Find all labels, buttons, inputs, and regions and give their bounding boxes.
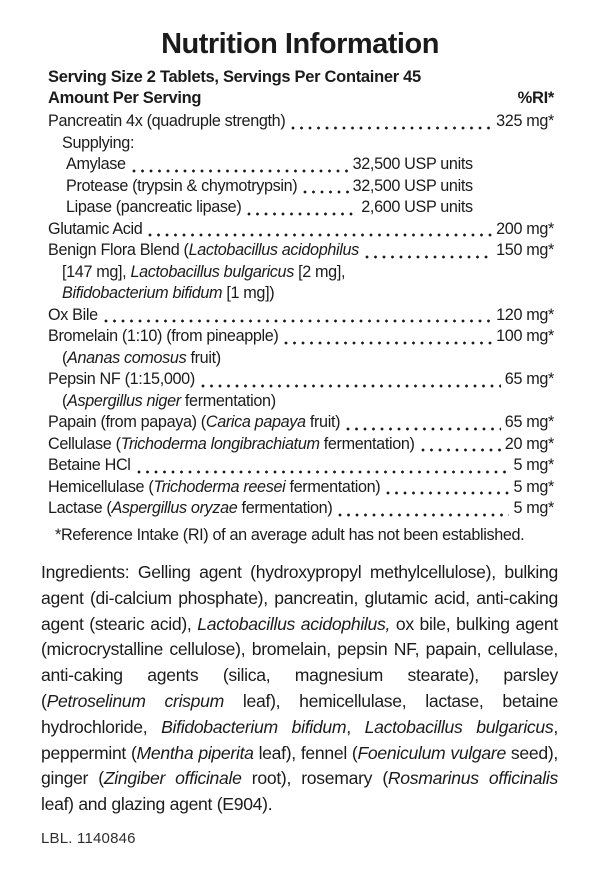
ingredient-name	[48, 326, 278, 348]
latin-name-text: Zingiber officinale	[103, 768, 242, 789]
ingredient-amount: 100 mg*	[496, 327, 554, 345]
latin-name-text: Lactobacillus bulgaricus	[130, 262, 294, 281]
plain-text: fruit)	[186, 348, 221, 367]
ingredient-name	[66, 197, 241, 219]
plain-text: Cellulase (	[48, 434, 121, 453]
latin-name-text: Mentha piperita	[136, 742, 254, 763]
plain-text: Hemicellulase (	[48, 477, 154, 496]
ingredient-amount: 150 mg*	[496, 241, 554, 259]
plain-text: fermentation)	[285, 477, 381, 496]
ingredient-amount: 5 mg*	[513, 477, 554, 496]
latin-name-text: Trichoderma longibrachiatum	[120, 434, 320, 453]
plain-text: Pancreatin 4x (quadruple strength)	[48, 112, 286, 130]
plain-text: fermentation)	[319, 434, 415, 453]
ingredient-continuation-line	[46, 391, 554, 413]
plain-text: Amylase	[66, 155, 126, 173]
table-row	[46, 477, 554, 499]
plain-text: Supplying:	[62, 133, 135, 152]
plain-text: Benign Flora Blend (	[48, 241, 189, 259]
plain-text: leaf) and glazing agent (E904).	[41, 794, 273, 815]
latin-name-text: Aspergillus oryzae	[111, 499, 238, 517]
ingredient-amount: 65 mg*	[504, 370, 554, 388]
table-row	[46, 434, 554, 456]
label-code: LBL. 1140846	[41, 829, 136, 847]
ingredient-name	[48, 434, 415, 456]
ingredient-table	[46, 111, 554, 520]
latin-name-text: Lactobacillus acidophilus	[188, 241, 359, 259]
plain-text: Ox Bile	[48, 305, 98, 324]
latin-name-text: Ananas comosus	[67, 348, 187, 367]
ingredient-amount: 5 mg*	[513, 456, 554, 474]
table-row	[46, 111, 554, 133]
plain-text: Lactase (	[48, 499, 112, 517]
plain-text: Lipase (pancreatic lipase)	[66, 198, 242, 216]
latin-name-text: Lactobacillus bulgaricus	[364, 716, 554, 737]
ingredient-name	[48, 455, 131, 477]
plain-text: leaf), fennel (	[253, 742, 358, 763]
dot-leader	[421, 448, 501, 452]
ingredient-amount: 32,500 USP units	[352, 176, 473, 195]
dot-leader	[104, 319, 492, 323]
dot-leader	[148, 233, 492, 237]
plain-text: leaf), hemicellulase, lactase, betaine hydrochloride,	[41, 690, 558, 737]
ingredient-amount: 200 mg*	[496, 219, 554, 238]
serving-size-line: Serving Size 2 Tablets, Servings Per Container 45	[48, 68, 421, 86]
ingredient-amount: 120 mg*	[496, 305, 554, 324]
dot-leader	[386, 491, 509, 495]
ingredient-amount: 5 mg*	[513, 499, 554, 517]
ingredient-continuation-line	[46, 348, 554, 370]
ingredient-continuation-line	[46, 262, 554, 284]
reference-intake-footnote: *Reference Intake (RI) of an average adult has not been established.	[55, 525, 525, 544]
page-title: Nutrition Information	[161, 28, 439, 60]
plain-text: Glutamic Acid	[48, 219, 143, 238]
percent-ri-label: %RI*	[517, 89, 554, 107]
latin-name-text: Bifidobacterium bifidum	[161, 716, 347, 737]
table-row	[46, 133, 554, 155]
dot-leader	[291, 126, 492, 130]
plain-text: Papain (from papaya) (	[48, 413, 206, 431]
table-row	[46, 326, 554, 348]
plain-text: Ingredients: Gelling agent (hydroxypropyl methylcellulose), bulking agent (di-calcium phosphate), pancreatin, glutamic acid, anti-caking agent (stearic acid),	[41, 562, 558, 634]
table-row	[46, 305, 554, 327]
column-header-row	[46, 88, 554, 109]
dot-leader	[365, 255, 492, 259]
ingredient-name	[48, 305, 98, 327]
latin-name-text: Rosmarinus officinalis	[387, 768, 558, 789]
ingredient-continuation-line	[46, 283, 554, 305]
plain-text: root), rosemary (	[241, 768, 388, 789]
table-row	[46, 412, 554, 434]
dot-leader	[247, 212, 357, 216]
ingredient-name	[48, 369, 195, 391]
dot-leader	[346, 427, 501, 431]
amount-per-serving-label: Amount Per Serving	[48, 89, 202, 107]
dot-leader	[338, 513, 509, 517]
plain-text: Bromelain (1:10) (from pineapple)	[48, 327, 279, 345]
plain-text: [2 mg],	[293, 262, 346, 281]
ingredient-name	[48, 477, 380, 499]
latin-name-text: Bifidobacterium bifidum	[62, 284, 223, 302]
latin-name-text: Petroselinum crispum	[46, 690, 225, 711]
plain-text: Pepsin NF (1:15,000)	[48, 370, 195, 388]
latin-name-text: Trichoderma reesei	[153, 477, 286, 496]
ingredient-name	[48, 498, 332, 520]
ingredient-name	[48, 240, 359, 262]
plain-text: (	[62, 391, 68, 410]
latin-name-text: Foeniculum vulgare	[357, 742, 506, 763]
plain-text: [1 mg])	[222, 284, 275, 302]
table-row	[46, 219, 554, 241]
ingredient-amount: 20 mg*	[504, 434, 554, 453]
ingredient-amount: 2,600 USP units	[361, 198, 473, 216]
table-row	[46, 240, 554, 262]
ingredient-name	[66, 176, 297, 198]
plain-text: Protease (trypsin & chymotrypsin)	[66, 176, 298, 195]
table-row	[46, 176, 473, 198]
plain-text: fermentation)	[237, 499, 333, 517]
plain-text: seed), ginger (	[41, 742, 558, 789]
plain-text: ,	[346, 716, 365, 737]
ingredients-paragraph	[41, 560, 558, 818]
ingredient-amount: 65 mg*	[504, 413, 554, 431]
latin-name-text: Lactobacillus acidophilus,	[197, 613, 391, 634]
dot-leader	[284, 341, 492, 345]
ingredient-name	[66, 154, 126, 176]
dot-leader	[137, 470, 510, 474]
ingredient-name	[62, 133, 134, 155]
plain-text: [147 mg],	[62, 262, 131, 281]
plain-text: fermentation)	[180, 391, 276, 410]
plain-text: fruit)	[305, 413, 341, 431]
ingredient-amount: 32,500 USP units	[352, 155, 473, 173]
dot-leader	[132, 169, 349, 173]
dot-leader	[303, 190, 348, 194]
plain-text: ox bile, bulking agent (microcrystalline cellulose), bromelain, pepsin NF, papain, cellulase, anti-caking agents (silica, magnesium stearate), parsley (	[41, 613, 558, 711]
table-row	[46, 369, 554, 391]
ingredient-name	[48, 111, 285, 133]
ingredient-name	[48, 219, 142, 241]
ingredient-amount: 325 mg*	[496, 112, 554, 130]
ingredient-name	[48, 412, 340, 434]
latin-name-text: Carica papaya	[205, 413, 306, 431]
plain-text: , peppermint (	[41, 716, 558, 763]
table-row	[46, 154, 473, 176]
table-row	[46, 197, 473, 219]
plain-text: Betaine HCl	[48, 456, 131, 474]
latin-name-text: Aspergillus niger	[67, 391, 181, 410]
table-row	[46, 455, 554, 477]
table-row	[46, 498, 554, 520]
dot-leader	[201, 384, 501, 388]
plain-text: (	[62, 348, 68, 367]
